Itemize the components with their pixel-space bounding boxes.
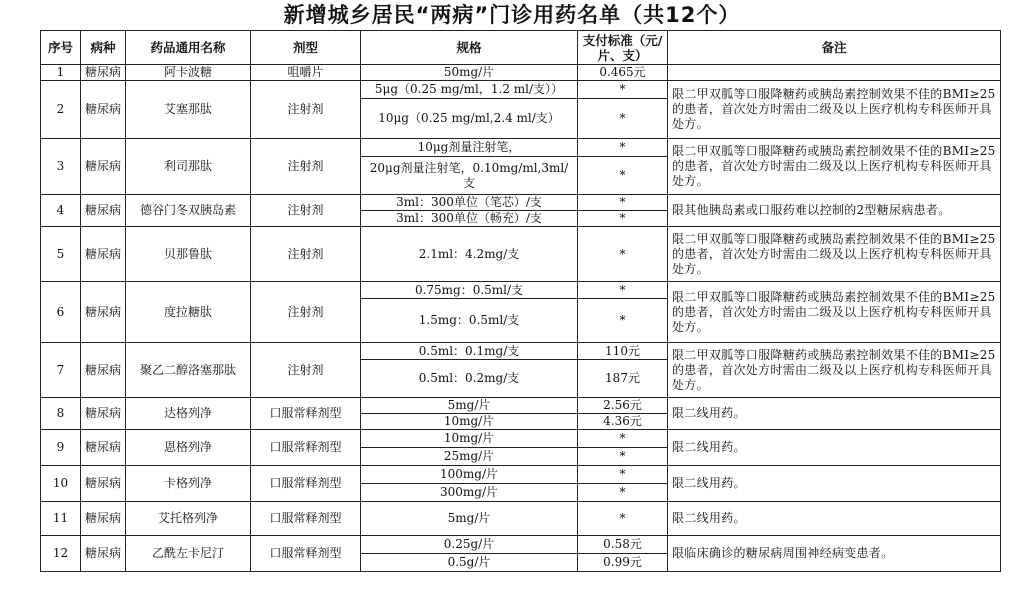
table-row — [41, 502, 1001, 536]
header-remarks: 备注 — [668, 31, 1001, 65]
cell-drug-name: 恩格列净 — [126, 430, 251, 466]
table-row — [41, 282, 1001, 299]
cell-specification: 10μg（0.25 mg/ml,2.4 ml/支） — [361, 99, 578, 139]
cell-drug-name: 利司那肽 — [126, 139, 251, 195]
cell-seq: 3 — [41, 139, 81, 195]
cell-dosage-form: 口服常释剂型 — [251, 502, 361, 536]
header-payment-standard: 支付标准（元/片、支） — [578, 31, 668, 65]
cell-seq: 5 — [41, 227, 81, 282]
cell-specification: 2.1ml：4.2mg/支 — [361, 227, 578, 282]
cell-remarks: 限其他胰岛素或口服药难以控制的2型糖尿病患者。 — [668, 195, 1001, 227]
cell-payment-standard: 0.465元 — [578, 65, 668, 81]
table-row — [41, 466, 1001, 484]
cell-disease: 糖尿病 — [81, 502, 126, 536]
cell-drug-name: 艾托格列净 — [126, 502, 251, 536]
cell-drug-name: 贝那鲁肽 — [126, 227, 251, 282]
cell-specification: 0.25g/片 — [361, 536, 578, 554]
table-row — [41, 398, 1001, 414]
cell-payment-standard: * — [578, 227, 668, 282]
cell-dosage-form: 注射剂 — [251, 343, 361, 398]
cell-payment-standard: * — [578, 484, 668, 502]
cell-drug-name: 卡格列净 — [126, 466, 251, 502]
cell-drug-name: 乙酰左卡尼汀 — [126, 536, 251, 572]
cell-payment-standard: * — [578, 99, 668, 139]
cell-dosage-form: 咀嚼片 — [251, 65, 361, 81]
cell-remarks: 限二线用药。 — [668, 502, 1001, 536]
cell-disease: 糖尿病 — [81, 282, 126, 343]
cell-dosage-form: 口服常释剂型 — [251, 536, 361, 572]
cell-specification: 0.5ml：0.1mg/支 — [361, 343, 578, 360]
cell-specification: 3ml：300单位（畅充）/支 — [361, 211, 578, 227]
cell-payment-standard: * — [578, 195, 668, 211]
cell-drug-name: 聚乙二醇洛塞那肽 — [126, 343, 251, 398]
cell-payment-standard: * — [578, 430, 668, 448]
cell-seq: 12 — [41, 536, 81, 572]
cell-disease: 糖尿病 — [81, 65, 126, 81]
table-row — [41, 81, 1001, 99]
cell-dosage-form: 注射剂 — [251, 81, 361, 139]
table-row — [41, 195, 1001, 211]
cell-remarks: 限二线用药。 — [668, 466, 1001, 502]
header-dosage-form: 剂型 — [251, 31, 361, 65]
cell-remarks: 限二甲双胍等口服降糖药或胰岛素控制效果不佳的BMI≥25的患者，首次处方时需由二级及以上医疗机构专科医师开具处方。 — [668, 227, 1001, 282]
cell-disease: 糖尿病 — [81, 343, 126, 398]
cell-specification: 0.75mg：0.5ml/支 — [361, 282, 578, 299]
cell-disease: 糖尿病 — [81, 466, 126, 502]
table-row — [41, 139, 1001, 157]
cell-remarks: 限二甲双胍等口服降糖药或胰岛素控制效果不佳的BMI≥25的患者，首次处方时需由二级及以上医疗机构专科医师开具处方。 — [668, 343, 1001, 398]
cell-dosage-form: 口服常释剂型 — [251, 398, 361, 430]
cell-payment-standard: * — [578, 282, 668, 299]
cell-dosage-form: 口服常释剂型 — [251, 466, 361, 502]
cell-drug-name: 艾塞那肽 — [126, 81, 251, 139]
cell-specification: 300mg/片 — [361, 484, 578, 502]
cell-specification: 5μg（0.25 mg/ml，1.2 ml/支）） — [361, 81, 578, 99]
table-row — [41, 227, 1001, 282]
cell-remarks: 限二甲双胍等口服降糖药或胰岛素控制效果不佳的BMI≥25的患者，首次处方时需由二级及以上医疗机构专科医师开具处方。 — [668, 282, 1001, 343]
cell-payment-standard: 0.58元 — [578, 536, 668, 554]
header-specification: 规格 — [361, 31, 578, 65]
drug-list-table-wrapper — [40, 30, 1000, 580]
cell-specification: 10mg/片 — [361, 430, 578, 448]
table-body — [41, 65, 1001, 572]
header-disease: 病种 — [81, 31, 126, 65]
cell-payment-standard: * — [578, 139, 668, 157]
cell-dosage-form: 注射剂 — [251, 227, 361, 282]
cell-payment-standard: * — [578, 299, 668, 343]
cell-payment-standard: * — [578, 157, 668, 195]
cell-payment-standard: * — [578, 211, 668, 227]
cell-seq: 2 — [41, 81, 81, 139]
cell-drug-name: 达格列净 — [126, 398, 251, 430]
cell-payment-standard: * — [578, 502, 668, 536]
cell-specification: 1.5mg：0.5ml/支 — [361, 299, 578, 343]
drug-list-table — [40, 30, 1001, 572]
cell-specification: 5mg/片 — [361, 502, 578, 536]
cell-seq: 9 — [41, 430, 81, 466]
cell-specification: 100mg/片 — [361, 466, 578, 484]
cell-payment-standard: 187元 — [578, 360, 668, 398]
cell-specification: 20μg剂量注射笔，0.10mg/ml,3ml/支 — [361, 157, 578, 195]
cell-remarks: 限临床确诊的糖尿病周围神经病变患者。 — [668, 536, 1001, 572]
cell-payment-standard: 2.56元 — [578, 398, 668, 414]
cell-disease: 糖尿病 — [81, 195, 126, 227]
header-drug-name: 药品通用名称 — [126, 31, 251, 65]
cell-payment-standard: 110元 — [578, 343, 668, 360]
table-row — [41, 65, 1001, 81]
cell-drug-name: 阿卡波糖 — [126, 65, 251, 81]
cell-seq: 10 — [41, 466, 81, 502]
cell-payment-standard: 0.99元 — [578, 554, 668, 572]
cell-remarks: 限二甲双胍等口服降糖药或胰岛素控制效果不佳的BMI≥25的患者，首次处方时需由二级及以上医疗机构专科医师开具处方。 — [668, 81, 1001, 139]
cell-payment-standard: * — [578, 448, 668, 466]
cell-disease: 糖尿病 — [81, 430, 126, 466]
cell-seq: 1 — [41, 65, 81, 81]
cell-seq: 6 — [41, 282, 81, 343]
cell-specification: 0.5ml：0.2mg/支 — [361, 360, 578, 398]
cell-specification: 10μg剂量注射笔， — [361, 139, 578, 157]
cell-payment-standard: 4.36元 — [578, 414, 668, 430]
header-seq: 序号 — [41, 31, 81, 65]
cell-specification: 50mg/片 — [361, 65, 578, 81]
table-row — [41, 536, 1001, 554]
cell-remarks: 限二线用药。 — [668, 430, 1001, 466]
cell-disease: 糖尿病 — [81, 227, 126, 282]
cell-disease: 糖尿病 — [81, 536, 126, 572]
cell-seq: 7 — [41, 343, 81, 398]
cell-seq: 4 — [41, 195, 81, 227]
cell-dosage-form: 注射剂 — [251, 139, 361, 195]
cell-drug-name: 度拉糖肽 — [126, 282, 251, 343]
cell-remarks: 限二甲双胍等口服降糖药或胰岛素控制效果不佳的BMI≥25的患者，首次处方时需由二级及以上医疗机构专科医师开具处方。 — [668, 139, 1001, 195]
cell-disease: 糖尿病 — [81, 139, 126, 195]
cell-specification: 5mg/片 — [361, 398, 578, 414]
table-header-row — [41, 31, 1001, 65]
cell-specification: 25mg/片 — [361, 448, 578, 466]
cell-payment-standard: * — [578, 466, 668, 484]
cell-specification: 0.5g/片 — [361, 554, 578, 572]
cell-seq: 11 — [41, 502, 81, 536]
cell-remarks — [668, 65, 1001, 81]
cell-specification: 10mg/片 — [361, 414, 578, 430]
cell-payment-standard: * — [578, 81, 668, 99]
cell-dosage-form: 注射剂 — [251, 282, 361, 343]
cell-dosage-form: 注射剂 — [251, 195, 361, 227]
page-title: 新增城乡居民“两病”门诊用药名单（共12个） — [283, 3, 741, 27]
cell-seq: 8 — [41, 398, 81, 430]
cell-disease: 糖尿病 — [81, 398, 126, 430]
cell-disease: 糖尿病 — [81, 81, 126, 139]
cell-dosage-form: 口服常释剂型 — [251, 430, 361, 466]
table-row — [41, 343, 1001, 360]
cell-remarks: 限二线用药。 — [668, 398, 1001, 430]
cell-drug-name: 德谷门冬双胰岛素 — [126, 195, 251, 227]
table-row — [41, 430, 1001, 448]
cell-specification: 3ml：300单位（笔芯）/支 — [361, 195, 578, 211]
